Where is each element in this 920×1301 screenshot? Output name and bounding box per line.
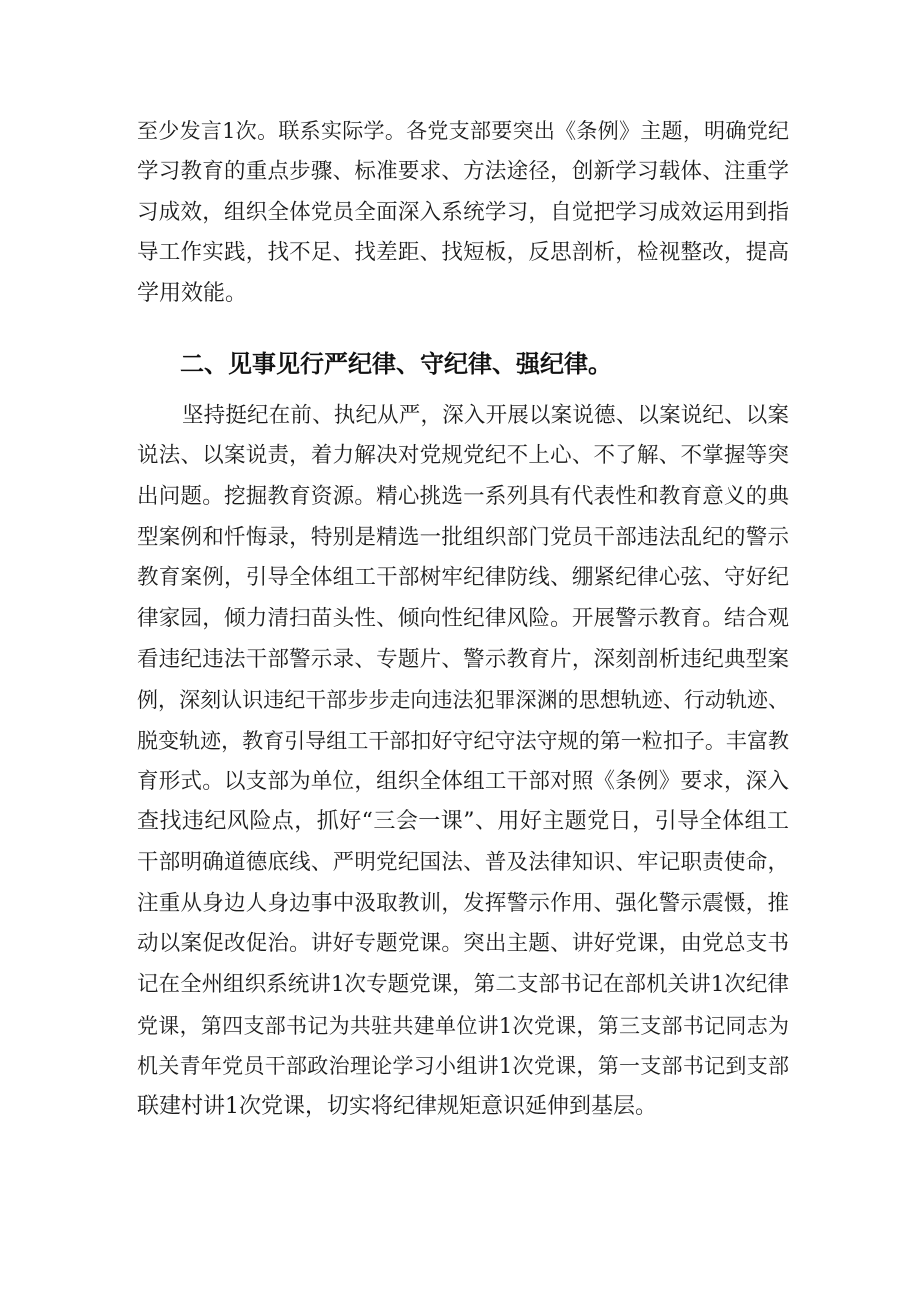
paragraph-2-line-12: 干部明确道德底线、严明党纪国法、普及法律知识、牢记职责使命， (137, 850, 789, 875)
paragraph-2-line-4: 型案例和忏悔录，特别是精选一批组织部门党员干部违法乱纪的警示 (137, 525, 789, 550)
paragraph-1-line-2: 学习教育的重点步骤、标准要求、方法途径，创新学习载体、注重学 (137, 159, 789, 184)
paragraph-1-line-1: 至少发言1次。联系实际学。各党支部要突出《条例》主题，明确党纪 (137, 119, 789, 143)
section-heading: 二、见事见行严纪律、守纪律、强纪律。 (180, 350, 612, 378)
paragraph-2-line-11: 查找违纪风险点，抓好“三会一课”、用好主题党日，引导全体组工 (137, 809, 789, 834)
paragraph-2-line-3: 出问题。挖掘教育资源。精心挑选一系列具有代表性和教育意义的典 (137, 484, 789, 509)
paragraph-2-line-5: 教育案例，引导全体组工干部树牢纪律防线、绷紧纪律心弦、守好纪 (137, 565, 789, 590)
paragraph-2-line-14: 动以案促改促治。讲好专题党课。突出主题、讲好党课，由党总支书 (137, 931, 789, 956)
paragraph-1-line-4: 导工作实践，找不足、找差距、找短板，反思剖析，检视整改，提高 (137, 240, 789, 265)
paragraph-2-line-8: 例，深刻认识违纪干部步步走向违法犯罪深渊的思想轨迹、行动轨迹、 (137, 688, 789, 712)
paragraph-2-line-10: 育形式。以支部为单位，组织全体组工干部对照《条例》要求，深入 (137, 769, 789, 794)
paragraph-2-line-6: 律家园，倾力清扫苗头性、倾向性纪律风险。开展警示教育。结合观 (137, 606, 789, 631)
paragraph-2-line-16: 党课，第四支部书记为共驻共建单位讲1次党课，第三支部书记同志为 (137, 1014, 789, 1038)
paragraph-2-line-7: 看违纪违法干部警示录、专题片、警示教育片，深刻剖析违纪典型案 (137, 647, 789, 672)
paragraph-2-line-2: 说法、以案说责，着力解决对党规党纪不上心、不了解、不掌握等突 (137, 443, 789, 468)
paragraph-2-line-1: 坚持挺纪在前、执纪从严，深入开展以案说德、以案说纪、以案 (182, 403, 789, 428)
paragraph-2-line-13: 注重从身边人身边事中汲取教训，发挥警示作用、强化警示震慑，推 (137, 891, 789, 916)
paragraph-2-line-9: 脱变轨迹，教育引导组工干部扣好守纪守法守规的第一粒扣子。丰富教 (137, 729, 789, 753)
paragraph-2-line-17: 机关青年党员干部政治理论学习小组讲1次党课，第一支部书记到支部 (137, 1054, 789, 1078)
paragraph-2-line-18: 联建村讲1次党课，切实将纪律规矩意识延伸到基层。 (137, 1094, 657, 1119)
paragraph-1-line-5: 学用效能。 (137, 281, 248, 306)
paragraph-2-line-15: 记在全州组织系统讲1次专题党课，第二支部书记在部机关讲1次纪律 (137, 972, 789, 997)
paragraph-1-line-3: 习成效，组织全体党员全面深入系统学习，自觉把学习成效运用到指 (137, 200, 789, 225)
